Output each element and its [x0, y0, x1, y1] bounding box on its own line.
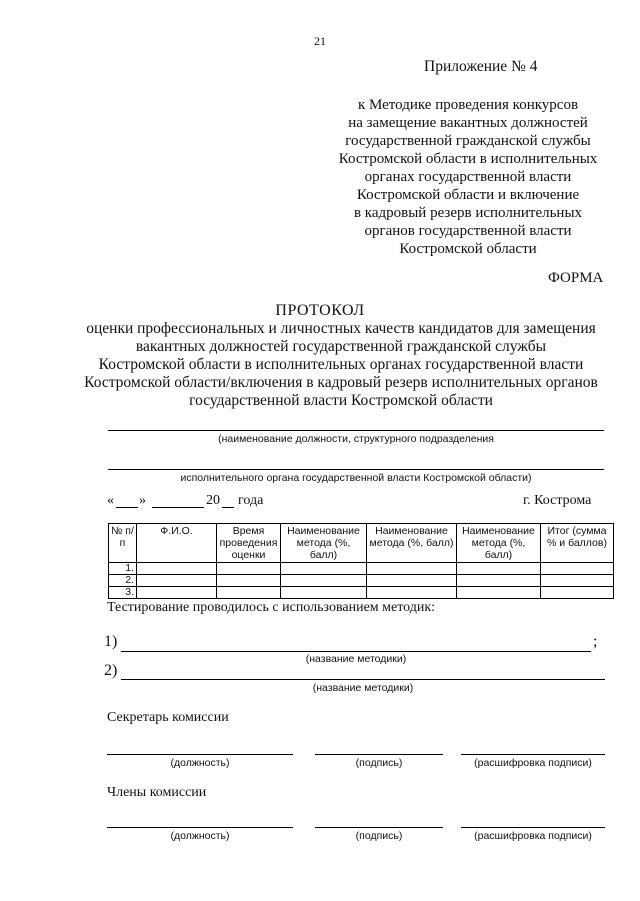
method-caption: (название методики)	[312, 682, 414, 694]
table-cell[interactable]	[137, 587, 217, 599]
protocol-title: ПРОТОКОЛ	[275, 302, 365, 319]
date-year-prefix: 20	[206, 493, 220, 508]
method-fill-line[interactable]	[121, 651, 591, 652]
table-cell[interactable]	[367, 575, 457, 587]
appendix-line: Костромской области и включение	[356, 187, 580, 203]
position-caption: (должность)	[170, 757, 230, 769]
table-cell[interactable]	[541, 575, 614, 587]
date-month-line[interactable]	[152, 507, 204, 508]
table-cell[interactable]	[217, 587, 281, 599]
header-time: Время проведения оценки	[217, 524, 281, 563]
table-cell[interactable]	[457, 587, 541, 599]
organ-fill-line[interactable]	[108, 469, 604, 470]
secretary-name-line[interactable]	[461, 754, 605, 755]
secretary-signature-line[interactable]	[315, 754, 443, 755]
position-fill-line[interactable]	[108, 430, 604, 431]
header-name: Ф.И.О.	[137, 524, 217, 563]
table-header-row	[109, 524, 614, 563]
signature-caption: (подпись)	[355, 830, 403, 842]
table-row	[109, 563, 614, 575]
method-caption: (название методики)	[305, 653, 407, 665]
table-cell[interactable]	[367, 587, 457, 599]
table-row	[109, 587, 614, 599]
signature-decoding-caption: (расшифровка подписи)	[474, 757, 592, 769]
table-cell[interactable]	[541, 587, 614, 599]
protocol-subtitle	[80, 320, 602, 410]
secretary-position-line[interactable]	[107, 754, 293, 755]
table-cell[interactable]	[281, 587, 367, 599]
date-year-suffix: года	[238, 493, 264, 508]
organ-caption: исполнительного органа государственной власти Костромской области)	[180, 472, 532, 484]
method-number: 1)	[104, 633, 118, 650]
row-number: 3.	[109, 587, 137, 599]
table-cell[interactable]	[367, 563, 457, 575]
position-caption: (наименование должности, структурного подразделения	[218, 433, 494, 445]
table-cell[interactable]	[217, 575, 281, 587]
member-name-line[interactable]	[461, 827, 605, 828]
table-cell[interactable]	[457, 575, 541, 587]
method-fill-line[interactable]	[121, 679, 605, 680]
secretary-label: Секретарь комиссии	[107, 710, 229, 725]
appendix-reference	[318, 96, 618, 258]
testing-text: Тестирование проводилось с использованием методик:	[107, 600, 436, 615]
header-method-2: Наименование метода (%, балл)	[367, 524, 457, 563]
member-signature-line[interactable]	[315, 827, 443, 828]
date-day-line[interactable]	[116, 507, 138, 508]
table-cell[interactable]	[541, 563, 614, 575]
appendix-line: к Методике проведения конкурсов	[357, 97, 579, 113]
appendix-line: органах государственной власти	[364, 169, 572, 185]
method-end-mark: ;	[593, 633, 598, 650]
method-number: 2)	[104, 662, 118, 679]
page-number: 21	[314, 34, 326, 48]
signature-decoding-caption: (расшифровка подписи)	[474, 830, 592, 842]
header-total: Итог (сумма % и баллов)	[541, 524, 614, 563]
date-year-line[interactable]	[222, 507, 234, 508]
date-open-quote: «	[107, 493, 114, 508]
subtitle-line: оценки профессиональных и личностных качеств кандидатов для замещения	[86, 320, 596, 337]
subtitle-line: Костромской области в исполнительных органах государственной власти	[98, 356, 584, 373]
table-cell[interactable]	[281, 575, 367, 587]
subtitle-line: вакантных должностей государственной гражданской службы	[135, 338, 547, 355]
appendix-line: Костромской области	[399, 241, 537, 257]
appendix-line: органов государственной власти	[364, 223, 572, 239]
table-cell[interactable]	[281, 563, 367, 575]
table-cell[interactable]	[217, 563, 281, 575]
subtitle-line: государственной власти Костромской области	[189, 392, 493, 409]
table-row	[109, 575, 614, 587]
date-close-quote: »	[139, 493, 146, 508]
row-number: 1.	[109, 563, 137, 575]
appendix-title: Приложение № 4	[424, 58, 538, 75]
subtitle-line: Костромской области/включения в кадровый резерв исполнительных органов	[84, 374, 598, 391]
header-method-1: Наименование метода (%, балл)	[281, 524, 367, 563]
table-cell[interactable]	[137, 563, 217, 575]
candidates-table	[108, 523, 614, 599]
row-number: 2.	[109, 575, 137, 587]
appendix-line: на замещение вакантных должностей	[348, 115, 588, 131]
appendix-line: государственной гражданской службы	[345, 133, 591, 149]
header-method-3: Наименование метода (%, балл)	[457, 524, 541, 563]
signature-caption: (подпись)	[355, 757, 403, 769]
appendix-line: Костромской области в исполнительных	[338, 151, 598, 167]
header-number: № п/п	[109, 524, 137, 563]
form-label: ФОРМА	[548, 270, 604, 286]
table-cell[interactable]	[457, 563, 541, 575]
position-caption: (должность)	[170, 830, 230, 842]
city-name: г. Кострома	[523, 493, 592, 508]
appendix-line: в кадровый резерв исполнительных	[353, 205, 583, 221]
table-cell[interactable]	[137, 575, 217, 587]
members-label: Члены комиссии	[107, 785, 207, 800]
member-position-line[interactable]	[107, 827, 293, 828]
